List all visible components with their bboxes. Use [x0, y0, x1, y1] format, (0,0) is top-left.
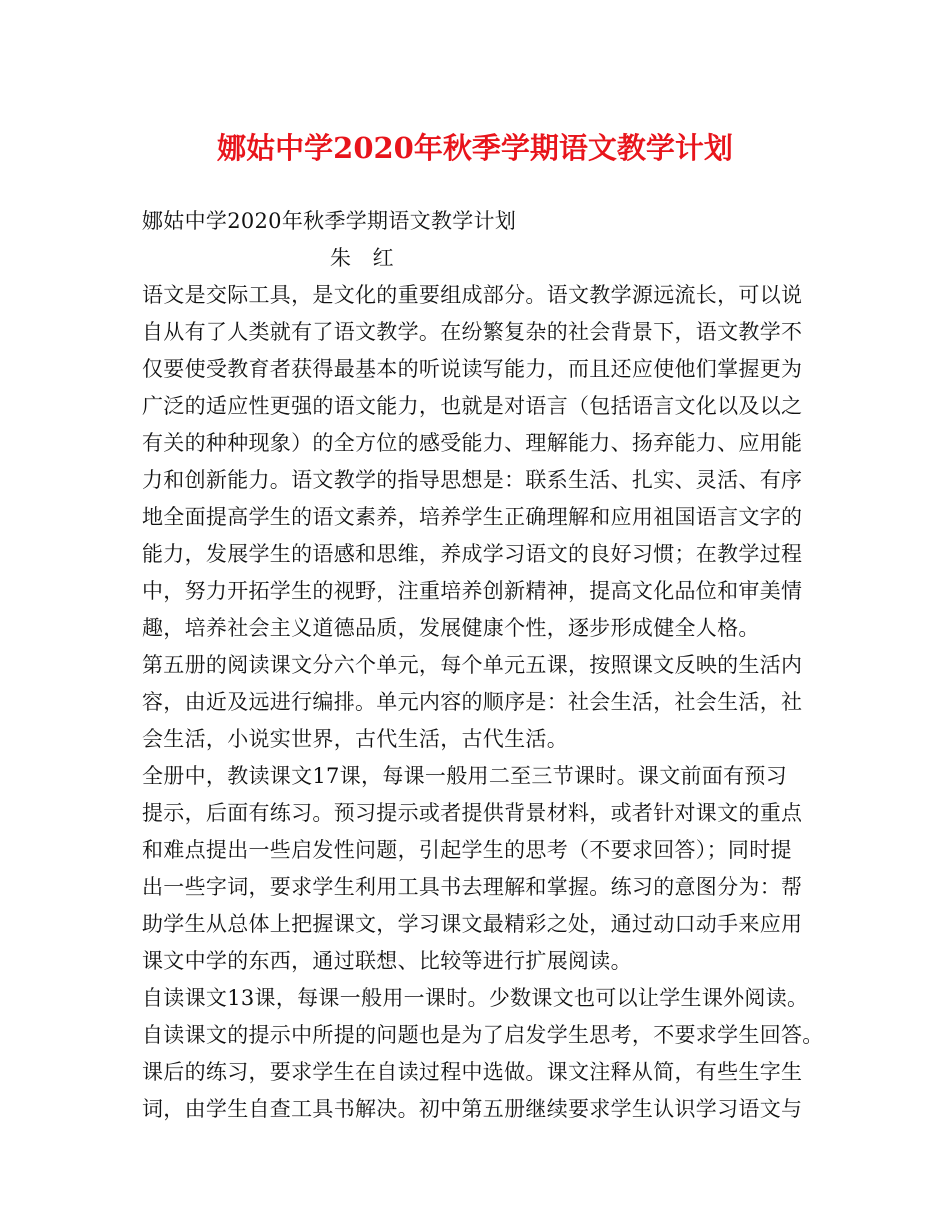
paragraph-line: 课后的练习，要求学生在自读过程中选做。课文注释从简，有些生字生	[142, 1060, 803, 1084]
paragraph-line: 课文中学的东西，通过联想、比较等进行扩展阅读。	[142, 949, 632, 973]
paragraph-line: 自从有了人类就有了语文教学。在纷繁复杂的社会背景下，语文教学不	[142, 320, 803, 344]
paragraph-line: 趣，培养社会主义道德品质，发展健康个性，逐步形成健全人格。	[142, 616, 760, 640]
paragraph-line: 提示，后面有练习。预习提示或者提供背景材料，或者针对课文的重点	[142, 801, 803, 825]
paragraph-line: 第五册的阅读课文分六个单元，每个单元五课，按照课文反映的生活内	[142, 653, 803, 677]
subtitle-line: 娜姑中学2020年秋季学期语文教学计划	[142, 209, 517, 233]
paragraph-line: 出一些字词，要求学生利用工具书去理解和掌握。练习的意图分为：帮	[142, 875, 803, 899]
paragraph-line: 有关的种种现象）的全方位的感受能力、理解能力、扬弃能力、应用能	[142, 431, 803, 455]
paragraph-line: 仅要使受教育者获得最基本的听说读写能力，而且还应使他们掌握更为	[142, 357, 803, 381]
paragraph-line: 词，由学生自查工具书解决。初中第五册继续要求学生认识学习语文与	[142, 1097, 803, 1121]
document-title: 娜姑中学2020年秋季学期语文教学计划	[217, 131, 733, 165]
paragraph-line: 自读课文13课，每课一般用一课时。少数课文也可以让学生课外阅读。	[142, 986, 809, 1010]
author-line: 朱 红	[330, 246, 394, 270]
paragraph-line: 会生活，小说实世界，古代生活，古代生活。	[142, 727, 568, 751]
paragraph-line: 中，努力开拓学生的视野，注重培养创新精神，提高文化品位和审美情	[142, 579, 803, 603]
document-body	[142, 203, 832, 1128]
paragraph-line: 力和创新能力。语文教学的指导思想是：联系生活、扎实、灵活、有序	[142, 468, 803, 492]
paragraph-line: 语文是交际工具，是文化的重要组成部分。语文教学源远流长，可以说	[142, 283, 803, 307]
paragraph-line: 广泛的适应性更强的语文能力，也就是对语言（包括语言文化以及以之	[142, 394, 803, 418]
paragraph-line: 自读课文的提示中所提的问题也是为了启发学生思考，不要求学生回答。	[142, 1023, 824, 1047]
paragraph-line: 容，由近及远进行编排。单元内容的顺序是：社会生活，社会生活，社	[142, 690, 803, 714]
paragraph-line: 助学生从总体上把握课文，学习课文最精彩之处，通过动口动手来应用	[142, 912, 803, 936]
paragraph-line: 和难点提出一些启发性问题，引起学生的思考（不要求回答）；同时提	[142, 838, 792, 862]
paragraph-line: 全册中，教读课文17课，每课一般用二至三节课时。课文前面有预习	[142, 764, 788, 788]
paragraph-line: 能力，发展学生的语感和思维，养成学习语文的良好习惯；在教学过程	[142, 542, 803, 566]
paragraph-line: 地全面提高学生的语文素养，培养学生正确理解和应用祖国语言文字的	[142, 505, 803, 529]
